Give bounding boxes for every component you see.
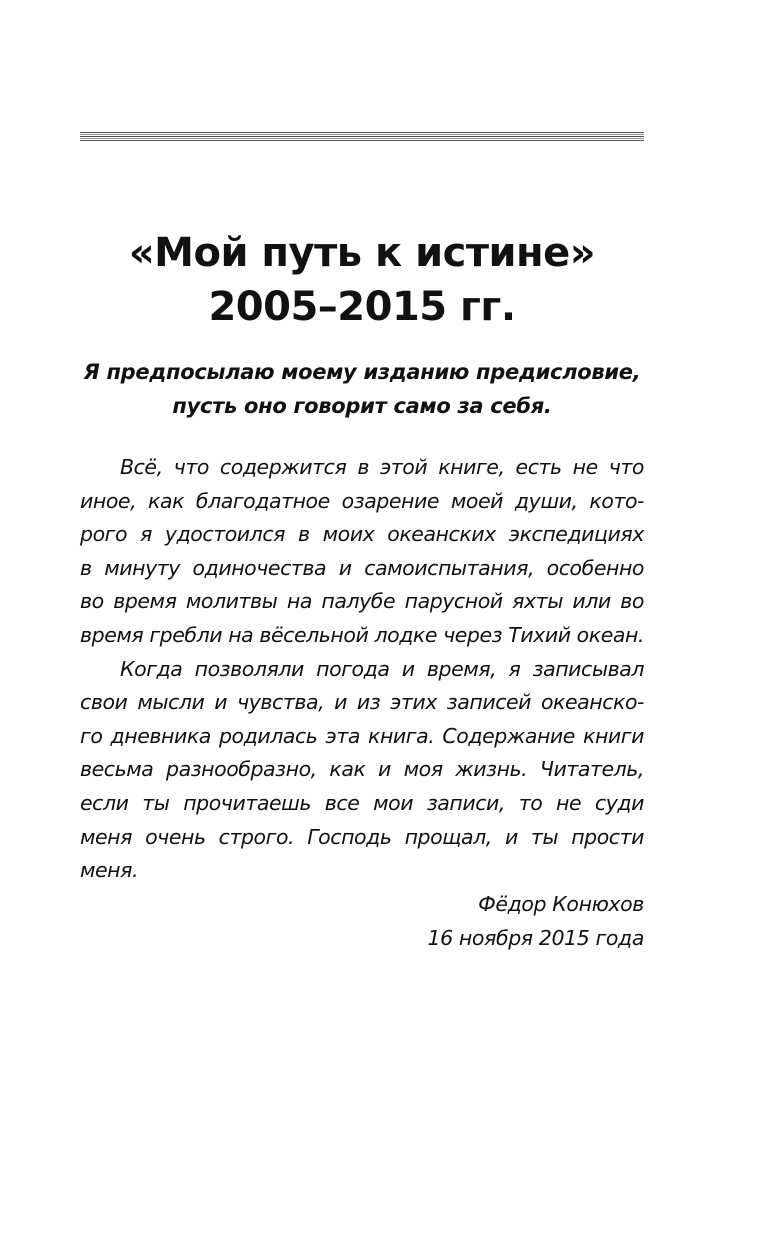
text-line: Всё, что содержится в этой книге, есть не что — [120, 455, 644, 479]
title-line-2: 2005–2015 гг. — [208, 284, 516, 330]
header-rule — [80, 129, 644, 145]
text-line: в минуту одиночества и самоиспытания, особенно — [80, 555, 644, 580]
signature-date: 16 ноября 2015 года — [427, 925, 644, 950]
text-line: рого я удостоился в моих океанских экспедициях — [80, 522, 644, 547]
text-line: меня очень строго. Господь прощал, и ты прости — [80, 824, 644, 849]
chapter-title — [80, 226, 644, 334]
epigraph-line-1: Я предпосылаю моему изданию предисловие, — [83, 360, 641, 384]
text-line: меня. — [80, 858, 139, 883]
text-line: свои мысли и чувства, и из этих записей океанско- — [80, 690, 644, 715]
text-line: Когда позволяли погода и время, я записывал — [120, 656, 644, 681]
text-line: иное, как благодатное озарение моей души, кото- — [80, 488, 644, 513]
title-line-1: «Мой путь к истине» — [128, 230, 596, 276]
text-line: весьма разнообразно, как и моя жизнь. Читатель, — [80, 757, 644, 782]
signature-block — [80, 888, 644, 955]
text-line: если ты прочитаешь все мои записи, то не суди — [80, 790, 644, 815]
author-name: Фёдор Конюхов — [478, 892, 644, 916]
epigraph-line-2: пусть оно говорит само за себя. — [172, 394, 552, 418]
epigraph — [80, 355, 644, 423]
preface-text — [80, 451, 644, 888]
text-line: во время молитвы на палубе парусной яхты или во — [80, 589, 644, 614]
text-line: го дневника родилась эта книга. Содержание книги — [80, 723, 644, 748]
text-line: время гребли на вёсельной лодке через Тихий океан. — [80, 622, 644, 647]
